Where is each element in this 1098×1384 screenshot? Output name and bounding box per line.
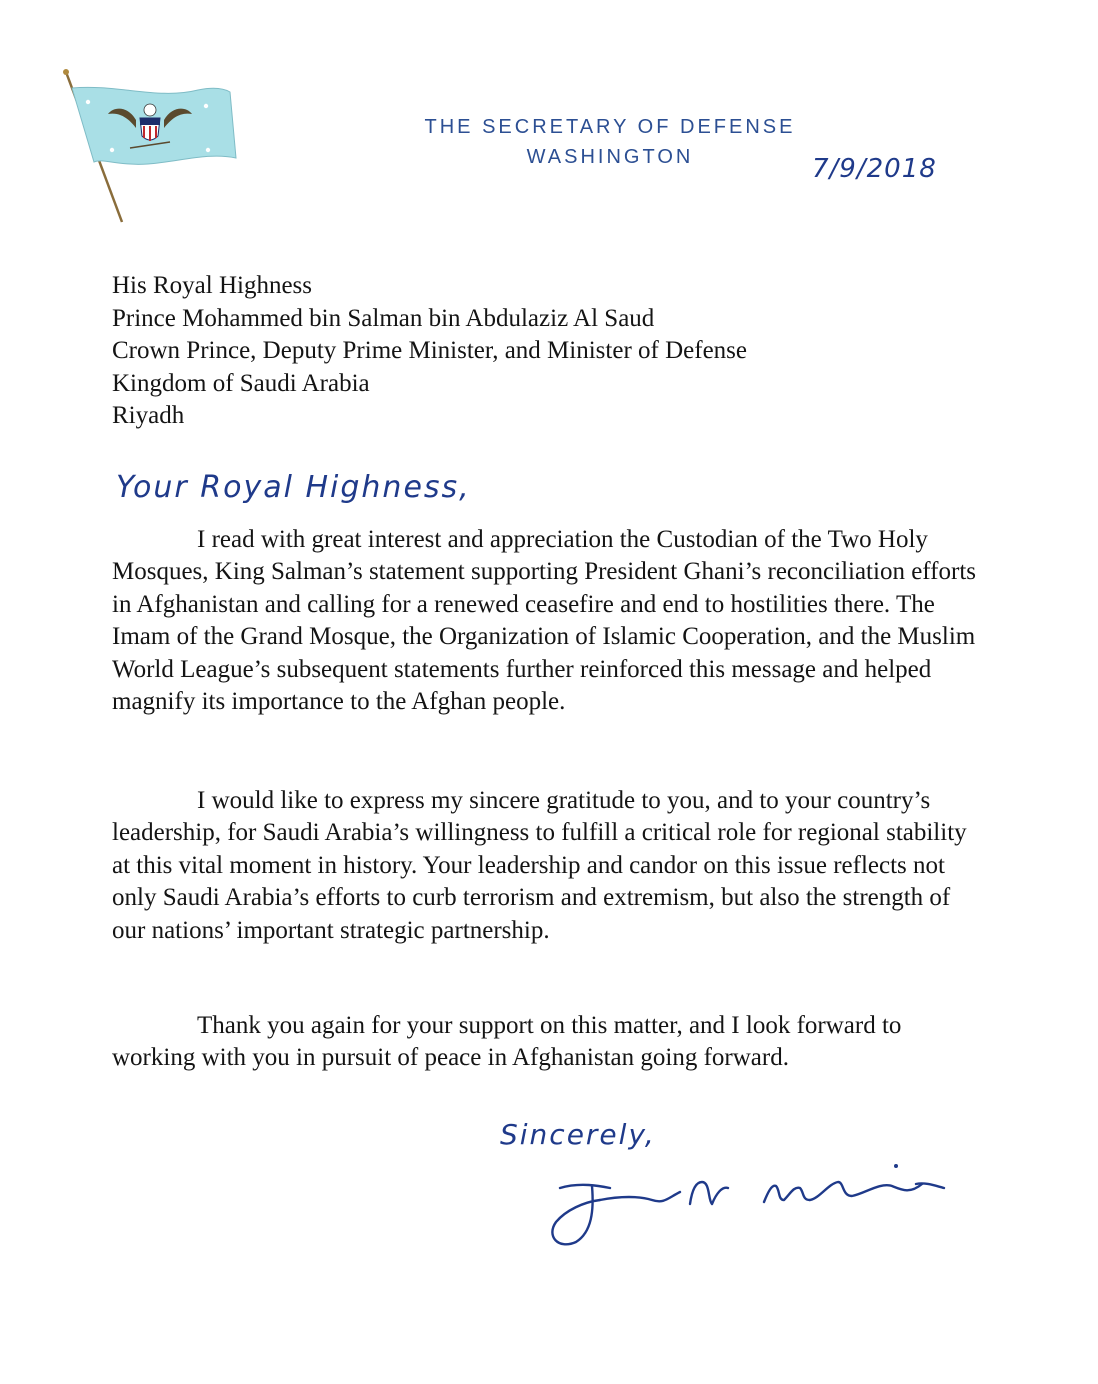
paragraph-text: I read with great interest and appreciation the Custodian of the Two Holy Mosques, King Salman’s statement supporting President Ghani’s reconciliation efforts in Afghanistan and calling for a renewed ceasefire and end to hostilities there. The Imam of the Grand Mosque, the Organization of Islamic Cooperation, and the Muslim World League’s subsequent statements further reinforced this message and helped magnify its importance to the Afghan people. (112, 526, 976, 716)
handwritten-date: 7/9/2018 (812, 154, 937, 184)
recipient-line-2: Prince Mohammed bin Salman bin Abdulaziz Al Saud (112, 304, 655, 332)
letterhead (340, 112, 880, 172)
paragraph-text: Thank you again for your support on this matter, and I look forward to working with you in pursuit of peace in Afghanistan going forward. (112, 1012, 902, 1072)
body-paragraph-3 (112, 1010, 984, 1075)
recipient-address (112, 270, 1012, 433)
letterhead-city: WASHINGTON (526, 146, 694, 168)
handwritten-closing: Sincerely, (500, 1118, 656, 1151)
letterhead-title: THE SECRETARY OF DEFENSE (424, 116, 796, 138)
recipient-line-4: Kingdom of Saudi Arabia (112, 369, 370, 397)
recipient-line-3: Crown Prince, Deputy Prime Minister, and Minister of Defense (112, 337, 747, 364)
body-paragraph-1 (112, 524, 984, 718)
handwritten-signature-icon (540, 1160, 960, 1260)
defense-flag-icon (58, 66, 238, 226)
recipient-line-5: Riyadh (112, 402, 185, 429)
handwritten-salutation: Your Royal Highness, (116, 470, 471, 505)
body-paragraph-2 (112, 785, 984, 947)
recipient-line-1: His Royal Highness (112, 272, 312, 299)
paragraph-text: I would like to express my sincere gratitude to you, and to your country’s leadership, for Saudi Arabia’s willingness to fulfill a critical role for regional stability at this vital moment in history. Your leadership and candor on this issue reflects not only Saudi Arabia’s efforts to curb terrorism and extremism, but also the strength of our nations’ important strategic partnership. (112, 787, 967, 944)
